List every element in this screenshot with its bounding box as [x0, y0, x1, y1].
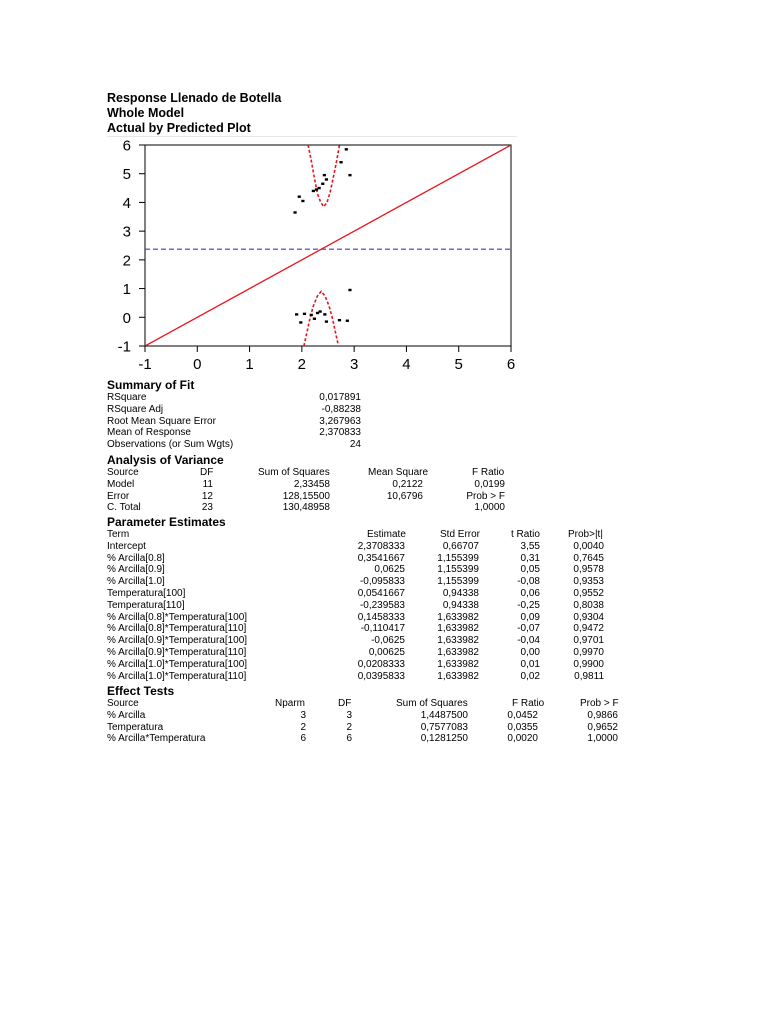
f-ratio-cell: 0,0020	[507, 733, 538, 745]
stat-value: 0,017891	[319, 392, 361, 403]
x-tick-label: 1	[245, 356, 254, 373]
std-error-cell: 0,94338	[442, 599, 479, 611]
term-cell: % Arcilla[0.8]*Temperatura[100]	[107, 611, 248, 623]
std-error-cell: 0,94338	[442, 587, 479, 599]
sum-of-squares-cell: 2,33458	[293, 478, 330, 490]
term-cell: Temperatura[110]	[107, 599, 185, 611]
term-cell: % Arcilla[1.0]*Temperatura[100]	[107, 658, 248, 670]
x-tick-label: -1	[138, 356, 152, 373]
t-ratio-cell: 0,06	[520, 587, 540, 599]
t-ratio-cell: -0,08	[517, 576, 540, 588]
sum-of-squares-cell: 128,15500	[282, 490, 330, 502]
data-point	[321, 183, 324, 185]
model-title: Whole Model	[107, 106, 185, 120]
data-point	[299, 321, 302, 323]
data-point	[346, 320, 349, 322]
prob-cell: 0,9304	[573, 611, 604, 623]
estimate-cell: 0,00625	[368, 646, 405, 658]
t-ratio-cell: 0,09	[520, 611, 540, 623]
std-error-cell: 1,155399	[437, 576, 479, 588]
prob-cell: 0,9970	[573, 646, 604, 658]
t-ratio-cell: 0,01	[520, 658, 540, 670]
estimate-cell: 2,3708333	[357, 540, 405, 552]
y-tick-label: 3	[122, 223, 131, 241]
t-ratio-cell: -0,07	[517, 623, 540, 635]
f-ratio-cell: 1,0000	[474, 502, 505, 514]
y-tick-label: 0	[122, 309, 131, 327]
data-point	[323, 313, 326, 315]
prob-cell: 0,9652	[587, 721, 618, 733]
stat-value: -0,88238	[321, 403, 361, 415]
summary-of-fit-title: Summary of Fit	[107, 378, 195, 392]
data-point	[310, 314, 313, 316]
header-source: Source	[107, 698, 139, 709]
actual-by-predicted-plot	[100, 136, 520, 374]
data-point	[319, 310, 322, 312]
std-error-cell: 1,155399	[437, 552, 479, 564]
df-cell: 12	[201, 490, 213, 502]
header-f-ratio: F Ratio	[472, 467, 505, 478]
t-ratio-cell: 0,00	[520, 646, 540, 658]
stat-label: RSquare	[107, 392, 147, 403]
source-cell: C. Total	[107, 502, 141, 514]
stat-value: 3,267963	[319, 415, 361, 427]
data-point	[345, 148, 348, 150]
estimate-cell: -0,110417	[360, 623, 405, 635]
nparm-cell: 2	[300, 721, 306, 733]
x-tick-label: 0	[193, 356, 202, 373]
t-ratio-cell: 0,02	[520, 670, 540, 682]
stat-value: 24	[349, 439, 361, 451]
t-ratio-cell: 3,55	[520, 540, 540, 552]
header-df: DF	[338, 698, 352, 709]
data-point	[323, 174, 326, 176]
term-cell: % Arcilla[1.0]*Temperatura[110]	[107, 670, 247, 682]
anova-title: Analysis of Variance	[107, 453, 224, 467]
x-tick-label: 6	[506, 356, 516, 373]
prob-cell: 0,9866	[587, 709, 618, 721]
t-ratio-cell: 0,05	[520, 564, 540, 576]
sum-of-squares-cell: 0,1281250	[420, 733, 468, 745]
header-mean-square: Mean Square	[368, 467, 429, 478]
estimate-cell: 0,1458333	[357, 611, 405, 623]
sum-of-squares-cell: 1,4487500	[420, 709, 468, 721]
prob-cell: 0,0040	[573, 540, 604, 552]
x-tick-label: 2	[297, 356, 307, 373]
y-tick-label: 1	[122, 281, 131, 299]
prob-cell: 0,9811	[574, 670, 604, 682]
header-nparm: Nparm	[275, 698, 306, 709]
f-ratio-cell: 0,0355	[507, 721, 538, 733]
stat-label: Mean of Response	[107, 427, 191, 439]
std-error-cell: 1,155399	[437, 564, 479, 576]
prob-cell: 0,9552	[573, 587, 604, 599]
data-point	[325, 178, 328, 180]
prob-cell: 0,9578	[573, 564, 604, 576]
t-ratio-cell: -0,25	[517, 599, 540, 611]
prob-cell: 0,8038	[573, 599, 604, 611]
prob-cell: 0,9353	[573, 576, 604, 588]
header-source: Source	[107, 467, 139, 478]
parameter-estimates-title: Parameter Estimates	[107, 515, 226, 529]
mean-square-cell: 0,2122	[392, 478, 423, 490]
estimate-cell: 0,0395833	[357, 670, 405, 682]
header-sum-of-squares: Sum of Squares	[258, 467, 330, 478]
header-std-error: Std Error	[440, 529, 481, 540]
y-tick-label: 2	[122, 252, 131, 270]
df-cell: 23	[201, 502, 213, 514]
x-tick-label: 4	[402, 356, 411, 373]
term-cell: Temperatura[100]	[107, 587, 186, 599]
data-point	[298, 195, 301, 197]
y-tick-label: 4	[122, 194, 131, 212]
header-sum-of-squares: Sum of Squares	[396, 698, 468, 709]
df-cell: 2	[346, 721, 352, 733]
header-t-ratio: t Ratio	[511, 529, 540, 540]
y-tick-label: 6	[122, 137, 131, 155]
nparm-cell: 3	[300, 709, 306, 721]
term-cell: % Arcilla[1.0]	[107, 576, 165, 588]
term-cell: % Arcilla[0.8]	[107, 552, 165, 564]
data-point	[293, 211, 296, 213]
estimate-cell: 0,3541667	[357, 552, 405, 564]
mean-square-cell: 10,6796	[386, 490, 423, 502]
data-point	[348, 174, 351, 176]
stat-value: 2,370833	[319, 427, 361, 439]
nparm-cell: 6	[300, 733, 306, 745]
data-point	[313, 318, 316, 320]
source-cell: Model	[107, 478, 135, 490]
data-point	[339, 161, 342, 163]
y-tick-label: -1	[117, 338, 131, 356]
std-error-cell: 1,633982	[437, 611, 479, 623]
x-tick-label: 3	[349, 356, 359, 373]
data-point	[348, 289, 351, 291]
prob-cell: 0,9900	[573, 658, 604, 670]
response-title: Response Llenado de Botella	[107, 91, 282, 105]
data-point	[301, 200, 304, 202]
source-cell: Error	[107, 490, 130, 502]
data-point	[325, 320, 328, 322]
data-point	[318, 187, 321, 189]
std-error-cell: 1,633982	[437, 658, 479, 670]
header-estimate: Estimate	[367, 529, 406, 540]
data-point	[295, 313, 298, 315]
term-cell: % Arcilla[0.8]*Temperatura[110]	[107, 623, 247, 635]
std-error-cell: 1,633982	[437, 646, 479, 658]
estimate-cell: -0,095833	[359, 576, 405, 588]
y-tick-label: 5	[122, 166, 131, 184]
prob-cell: 0,7645	[573, 552, 604, 564]
std-error-cell: 0,66707	[442, 540, 479, 552]
plot-title: Actual by Predicted Plot	[107, 121, 251, 135]
estimate-cell: 0,0541667	[357, 587, 405, 599]
header-prob: Prob > F	[580, 698, 619, 709]
std-error-cell: 1,633982	[437, 635, 479, 647]
header-prob: Prob>|t|	[568, 529, 603, 540]
data-point	[312, 190, 315, 192]
prob-cell: 0,9472	[573, 623, 604, 635]
data-point	[338, 319, 341, 321]
std-error-cell: 1,633982	[437, 670, 479, 682]
df-cell: 11	[202, 478, 213, 490]
t-ratio-cell: 0,31	[520, 552, 540, 564]
term-cell: % Arcilla[0.9]	[107, 564, 165, 576]
std-error-cell: 1,633982	[437, 623, 479, 635]
effect-tests-title: Effect Tests	[107, 684, 175, 698]
term-cell: % Arcilla[0.9]*Temperatura[100]	[107, 635, 248, 647]
estimate-cell: -0,239583	[359, 599, 405, 611]
term-cell: Intercept	[107, 540, 146, 552]
estimate-cell: 0,0625	[374, 564, 405, 576]
df-cell: 6	[346, 733, 352, 745]
sum-of-squares-cell: 130,48958	[282, 502, 330, 514]
stat-label: RSquare Adj	[107, 403, 164, 415]
f-ratio-cell: Prob > F	[466, 490, 505, 502]
x-tick-label: 5	[454, 356, 463, 373]
header-term: Term	[107, 529, 130, 540]
estimate-cell: 0,0208333	[357, 658, 405, 670]
prob-cell: 0,9701	[573, 635, 604, 647]
prob-cell: 1,0000	[587, 733, 618, 745]
f-ratio-cell: 0,0452	[507, 709, 538, 721]
df-cell: 3	[346, 709, 352, 721]
header-f-ratio: F Ratio	[512, 698, 545, 709]
t-ratio-cell: -0,04	[517, 635, 540, 647]
stat-label: Root Mean Square Error	[107, 415, 216, 427]
sum-of-squares-cell: 0,7577083	[420, 721, 468, 733]
source-cell: % Arcilla	[107, 709, 146, 721]
data-point	[303, 313, 306, 315]
source-cell: % Arcilla*Temperatura	[107, 733, 206, 745]
estimate-cell: -0,0625	[371, 635, 405, 647]
term-cell: % Arcilla[0.9]*Temperatura[110]	[107, 646, 247, 658]
f-ratio-cell: 0,0199	[474, 478, 505, 490]
header-df: DF	[200, 467, 214, 478]
source-cell: Temperatura	[107, 721, 164, 733]
stat-label: Observations (or Sum Wgts)	[107, 439, 234, 451]
